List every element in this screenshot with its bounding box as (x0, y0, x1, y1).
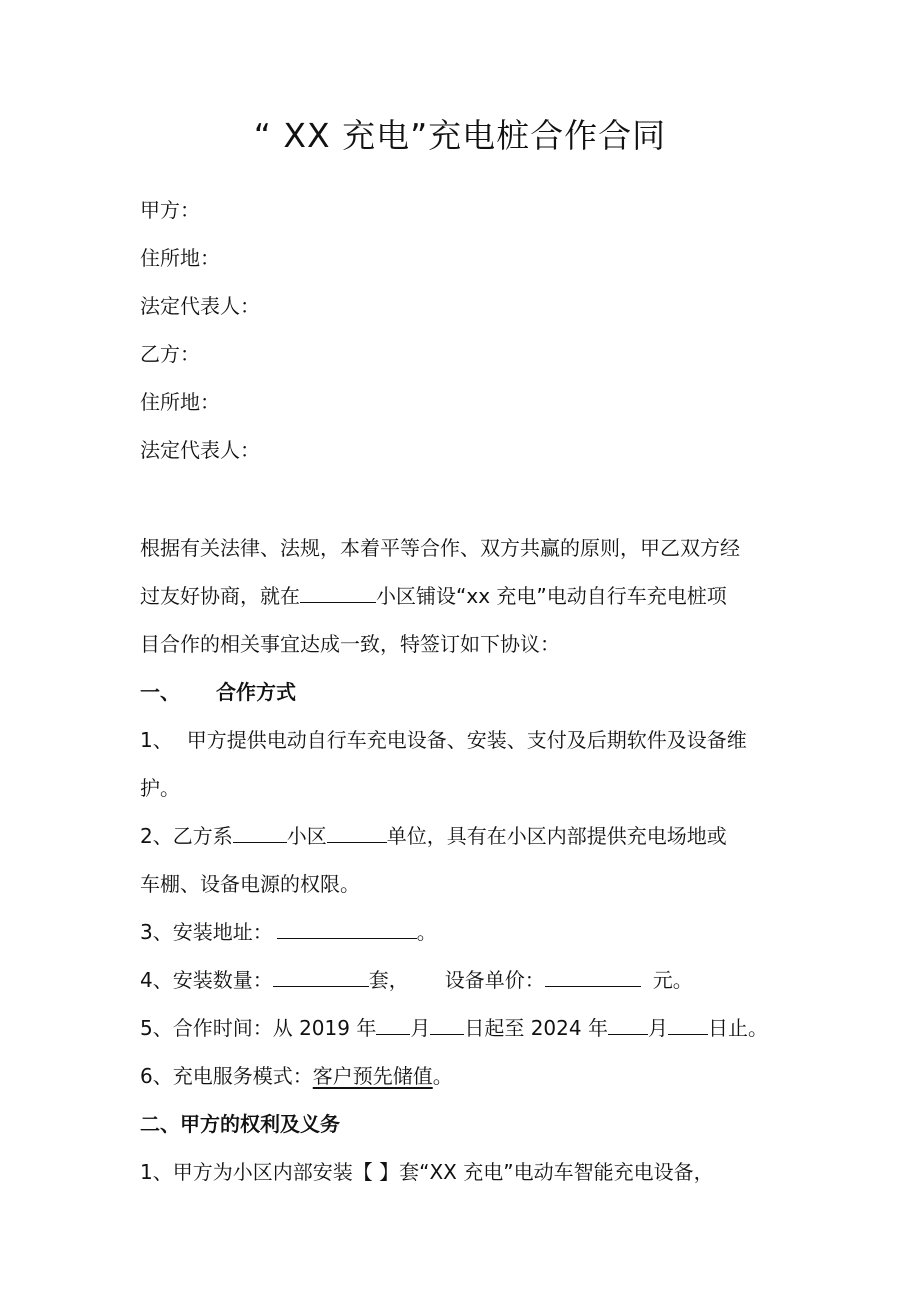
service-mode-value: 客户预先储值 (312, 1064, 433, 1088)
clause-text: 。 (416, 920, 437, 944)
intro-line-1: 根据有关法律、法规，本着平等合作、双方共赢的原则，甲乙双方经 (140, 536, 740, 560)
clause-text: 5、合作时间：从 2019 年 (140, 1016, 377, 1040)
intro-line-2 (140, 582, 800, 610)
clause-1-6 (140, 1062, 800, 1090)
community-name-blank[interactable] (300, 582, 376, 603)
clause-1-4 (140, 966, 800, 994)
install-quantity-blank[interactable] (273, 966, 369, 987)
clause-text: 元。 (652, 968, 693, 992)
clause-1-5 (140, 1014, 800, 1042)
intro-text: 小区铺设“xx 充电”电动自行车充电桩项 (376, 584, 727, 608)
party-b-address-label: 住所地： (140, 390, 220, 414)
start-day-blank[interactable] (430, 1014, 464, 1035)
unit-blank[interactable] (327, 822, 387, 843)
clause-text: 设备单价： (444, 968, 545, 992)
unit-price-blank[interactable] (545, 966, 641, 987)
party-a-representative-label: 法定代表人： (140, 294, 260, 318)
document-title: “ XX 充电”充电桩合作合同 (253, 116, 667, 155)
section-number: 一、 (140, 680, 180, 704)
intro-line-3: 目合作的相关事宜达成一致，特签订如下协议： (140, 632, 560, 656)
party-b-label: 乙方： (140, 342, 200, 366)
clause-text: 月 (647, 1016, 668, 1040)
clause-text: 套， (368, 968, 409, 992)
intro-text: 过友好协商，就在 (140, 584, 300, 608)
clause-text: 4、安装数量： (140, 968, 273, 992)
clause-text: 2、乙方系 (140, 824, 233, 848)
clause-text: 单位，具有在小区内部提供充电场地或 (386, 824, 727, 848)
clause-text: 6、充电服务模式： (140, 1064, 313, 1088)
clause-text: 。 (432, 1064, 453, 1088)
party-a-label: 甲方： (140, 198, 200, 222)
community-blank[interactable] (233, 822, 287, 843)
clause-1-2-line-1 (140, 822, 800, 850)
clause-2-1: 1、甲方为小区内部安装【 】套“XX 充电”电动车智能充电设备， (140, 1160, 714, 1184)
start-month-blank[interactable] (376, 1014, 410, 1035)
install-address-blank[interactable] (277, 918, 417, 939)
end-month-blank[interactable] (608, 1014, 648, 1035)
clause-text: 3、安装地址： (140, 920, 273, 944)
end-day-blank[interactable] (668, 1014, 708, 1035)
party-a-address-label: 住所地： (140, 246, 220, 270)
clause-text: 甲方提供电动自行车充电设备、安装、支付及后期软件及设备维 (186, 728, 747, 752)
section-title: 合作方式 (216, 680, 296, 704)
clause-1-2-line-2: 车棚、设备电源的权限。 (140, 872, 360, 896)
section-2-heading: 二、甲方的权利及义务 (140, 1112, 340, 1136)
clause-1-1-line-2: 护。 (140, 776, 180, 800)
clause-text: 月 (410, 1016, 431, 1040)
party-b-representative-label: 法定代表人： (140, 438, 260, 462)
clause-text: 小区 (286, 824, 327, 848)
section-1-heading (140, 678, 800, 706)
clause-text: 日起至 2024 年 (464, 1016, 608, 1040)
clause-1-1-line-1 (140, 726, 800, 754)
clause-text: 日止。 (707, 1016, 768, 1040)
clause-number: 1、 (140, 728, 173, 752)
clause-1-3 (140, 918, 800, 946)
